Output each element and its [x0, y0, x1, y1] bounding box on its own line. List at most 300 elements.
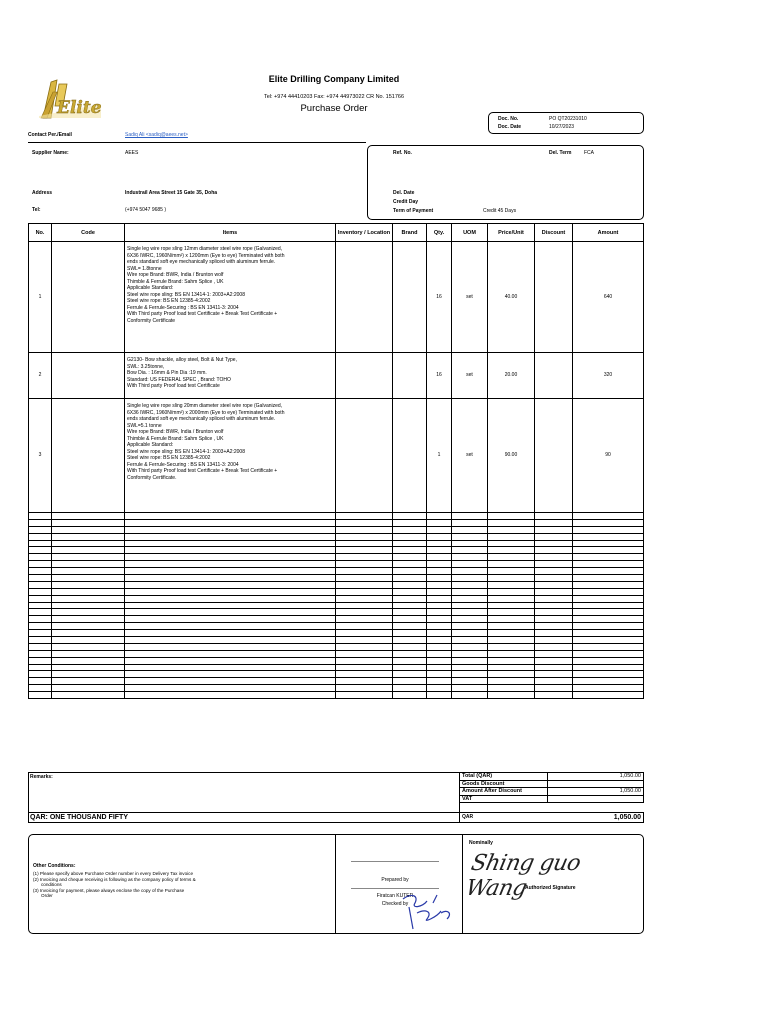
empty-cell [427, 630, 452, 637]
empty-cell [393, 581, 427, 588]
signature-text: Shing guo Wang [463, 851, 583, 901]
col-header-discount: Discount [535, 224, 573, 242]
empty-cell [29, 678, 52, 685]
col-header-brand: Brand [393, 224, 427, 242]
empty-cell [427, 533, 452, 540]
empty-cell [52, 678, 125, 685]
empty-cell [336, 623, 393, 630]
empty-cell [29, 671, 52, 678]
cell-no: 3 [29, 399, 52, 513]
empty-table-row [29, 637, 644, 644]
empty-cell [488, 547, 535, 554]
preparer-name: Firatcan KUTER [376, 893, 414, 899]
empty-cell [573, 685, 644, 692]
empty-cell [488, 685, 535, 692]
empty-cell [393, 643, 427, 650]
empty-cell [52, 664, 125, 671]
cell-amount: 320 [573, 353, 644, 399]
empty-cell [452, 657, 488, 664]
condition-item: (3) Invoicing for payment, please always enclose the copy of the Purchase [33, 887, 185, 893]
empty-cell [336, 602, 393, 609]
company-name: Elite Drilling Company Limited [268, 74, 400, 84]
vat-value [548, 795, 644, 803]
empty-cell [488, 616, 535, 623]
item-line: Single leg wire rope sling 20mm diameter steel wire rope (Galvanized, [127, 403, 283, 409]
empty-cell [535, 588, 573, 595]
empty-cell [573, 533, 644, 540]
del-term-value: FCA [584, 150, 594, 156]
empty-cell [52, 692, 125, 699]
condition-item: (1) Please specify above Purchase Order number in every Delivery Tax invoice [33, 871, 194, 876]
goods-discount-label: Goods Discount [460, 780, 548, 788]
empty-cell [29, 540, 52, 547]
empty-cell [393, 554, 427, 561]
item-line: With Third party Proof load test Certificate + Break Test Certificate + [127, 311, 278, 317]
empty-cell [125, 533, 336, 540]
cell-amount: 640 [573, 242, 644, 353]
empty-cell [427, 685, 452, 692]
totals-row [460, 788, 644, 796]
cell-items [125, 399, 336, 513]
empty-cell [452, 568, 488, 575]
empty-cell [488, 561, 535, 568]
empty-cell [336, 616, 393, 623]
tel-label: Tel: [32, 207, 41, 213]
empty-cell [535, 575, 573, 582]
condition-item: Order [41, 893, 53, 899]
col-header-location: Inventory / Location [336, 224, 393, 242]
company-contact-line: Tel: +974 44410203 Fax: +974 44973022 CR No. 151766 [263, 94, 405, 100]
empty-cell [535, 561, 573, 568]
empty-cell [452, 630, 488, 637]
item-line: Steel wire rope sling: BS EN 13414-1: 2003+A2:2008 [127, 291, 245, 298]
empty-table-row [29, 547, 644, 554]
empty-table-row [29, 692, 644, 699]
table-row [29, 353, 644, 399]
empty-cell [427, 513, 452, 520]
cell-code [52, 353, 125, 399]
empty-cell [336, 678, 393, 685]
table-row [29, 242, 644, 353]
empty-cell [488, 540, 535, 547]
empty-cell [29, 643, 52, 650]
after-discount-value: 1,050.00 [548, 788, 644, 796]
amount-words-box [28, 812, 460, 823]
checked-by-label: Checked by [381, 901, 409, 907]
prepared-by-label: Prepared by [381, 877, 409, 883]
item-line: Thimble & Ferrule Brand: Sahm Splice , UK [127, 278, 224, 285]
order-terms-box [367, 145, 644, 220]
empty-cell [393, 630, 427, 637]
empty-cell [29, 602, 52, 609]
empty-cell [29, 609, 52, 616]
cell-price: 40.00 [488, 242, 535, 353]
empty-cell [52, 526, 125, 533]
empty-cell [125, 554, 336, 561]
empty-cell [427, 664, 452, 671]
empty-cell [393, 678, 427, 685]
empty-cell [573, 588, 644, 595]
authorized-signature-label: Authorized Signature [525, 885, 576, 891]
empty-cell [573, 630, 644, 637]
divider [28, 142, 366, 143]
item-line: SWL: 3.25tonne, [127, 363, 165, 370]
empty-cell [336, 575, 393, 582]
item-line: 6X36 IWRC, 1960N/mm²) x 1200mm (Eye to eye) Terminated with both [127, 252, 285, 259]
empty-cell [535, 540, 573, 547]
empty-cell [336, 664, 393, 671]
empty-cell [535, 616, 573, 623]
empty-cell [336, 630, 393, 637]
col-header-qty: Qty. [427, 224, 452, 242]
empty-cell [488, 623, 535, 630]
empty-cell [393, 519, 427, 526]
empty-cell [427, 602, 452, 609]
cell-uom: set [452, 353, 488, 399]
cell-code [52, 399, 125, 513]
empty-cell [29, 623, 52, 630]
empty-cell [488, 678, 535, 685]
empty-cell [427, 519, 452, 526]
empty-cell [427, 540, 452, 547]
remarks-box [28, 772, 460, 813]
empty-cell [488, 554, 535, 561]
totals-row [460, 780, 644, 788]
col-header-no: No. [29, 224, 52, 242]
empty-cell [125, 609, 336, 616]
empty-cell [452, 650, 488, 657]
empty-cell [29, 588, 52, 595]
empty-table-row [29, 554, 644, 561]
empty-cell [535, 554, 573, 561]
item-line: Steel wire rope: BS EN 12385-4:2002 [127, 455, 211, 461]
empty-cell [535, 519, 573, 526]
empty-cell [452, 540, 488, 547]
items-table [28, 223, 644, 699]
empty-cell [336, 519, 393, 526]
condition-item: conditions [41, 882, 62, 888]
vat-label: VAT [460, 795, 548, 803]
empty-cell [125, 568, 336, 575]
empty-cell [573, 650, 644, 657]
empty-cell [393, 650, 427, 657]
col-header-amount: Amount [573, 224, 644, 242]
empty-cell [488, 581, 535, 588]
empty-cell [52, 568, 125, 575]
empty-cell [393, 575, 427, 582]
empty-cell [488, 650, 535, 657]
conditions-title: Other Conditions: [33, 863, 76, 869]
empty-cell [535, 671, 573, 678]
empty-cell [52, 513, 125, 520]
empty-cell [29, 533, 52, 540]
empty-cell [29, 657, 52, 664]
empty-cell [336, 643, 393, 650]
amount-in-words: QAR: ONE THOUSAND FIFTY [30, 814, 128, 821]
cell-discount [535, 242, 573, 353]
ref-no-label: Ref. No. [393, 150, 412, 156]
empty-cell [52, 533, 125, 540]
empty-cell [535, 678, 573, 685]
empty-cell [535, 630, 573, 637]
empty-table-row [29, 650, 644, 657]
logo-text: Elite [57, 98, 102, 118]
empty-cell [125, 595, 336, 602]
empty-table-row [29, 671, 644, 678]
empty-cell [336, 692, 393, 699]
empty-table-row [29, 609, 644, 616]
empty-cell [488, 630, 535, 637]
empty-cell [427, 547, 452, 554]
empty-cell [29, 637, 52, 644]
empty-cell [573, 581, 644, 588]
item-line: Ferrule & Ferrule-Securing : BS EN 13411-3: 2004 [127, 461, 239, 468]
item-line: Wire rope Brand: BWR, India / Brunton wolf [127, 272, 224, 278]
empty-cell [393, 685, 427, 692]
empty-cell [573, 643, 644, 650]
empty-cell [573, 561, 644, 568]
empty-cell [52, 561, 125, 568]
item-line: Applicable Standard: [127, 285, 174, 291]
empty-cell [393, 609, 427, 616]
empty-cell [393, 568, 427, 575]
empty-table-row [29, 602, 644, 609]
empty-cell [535, 602, 573, 609]
empty-cell [52, 685, 125, 692]
cell-items [125, 242, 336, 353]
empty-cell [29, 554, 52, 561]
footer-divider [335, 835, 336, 933]
prepared-line [351, 861, 439, 862]
empty-cell [488, 568, 535, 575]
empty-cell [336, 685, 393, 692]
col-header-items: Items [125, 224, 336, 242]
empty-table-row [29, 643, 644, 650]
empty-cell [452, 685, 488, 692]
empty-cell [393, 513, 427, 520]
empty-cell [535, 595, 573, 602]
cell-amount: 90 [573, 399, 644, 513]
cell-qty: 16 [427, 353, 452, 399]
empty-cell [336, 609, 393, 616]
empty-cell [488, 692, 535, 699]
empty-cell [427, 692, 452, 699]
empty-cell [336, 595, 393, 602]
empty-cell [535, 657, 573, 664]
empty-cell [52, 609, 125, 616]
empty-cell [573, 664, 644, 671]
empty-cell [125, 623, 336, 630]
empty-table-row [29, 533, 644, 540]
empty-cell [488, 533, 535, 540]
empty-cell [488, 664, 535, 671]
item-line: ends standard soft eye mechanically spliced with aluminum ferrule. [127, 416, 276, 422]
nominally-label: Nominally [469, 840, 493, 846]
item-line: Single leg wire rope sling 12mm diameter steel wire rope (Galvanized, [127, 246, 283, 252]
empty-cell [427, 643, 452, 650]
empty-cell [573, 526, 644, 533]
empty-cell [52, 575, 125, 582]
empty-cell [535, 643, 573, 650]
empty-cell [573, 623, 644, 630]
empty-cell [535, 581, 573, 588]
footer-divider [462, 835, 463, 933]
empty-cell [29, 547, 52, 554]
empty-cell [452, 561, 488, 568]
empty-cell [52, 637, 125, 644]
empty-cell [52, 623, 125, 630]
empty-cell [125, 561, 336, 568]
empty-cell [336, 533, 393, 540]
empty-table-row [29, 540, 644, 547]
empty-cell [29, 650, 52, 657]
item-line: Standard: US FEDERAL SPEC , Brand: TOHO [127, 376, 231, 383]
empty-table-row [29, 623, 644, 630]
empty-cell [336, 513, 393, 520]
empty-table-row [29, 588, 644, 595]
empty-cell [393, 637, 427, 644]
cell-location [336, 399, 393, 513]
empty-cell [488, 588, 535, 595]
empty-cell [488, 637, 535, 644]
empty-cell [452, 513, 488, 520]
empty-cell [29, 581, 52, 588]
totals-table [459, 772, 644, 803]
empty-cell [336, 650, 393, 657]
del-date-label: Del. Date [393, 190, 415, 196]
empty-cell [336, 671, 393, 678]
empty-cell [452, 581, 488, 588]
item-line: ends standard soft eye mechanically spliced with aluminum ferrule. [127, 259, 276, 265]
empty-cell [29, 561, 52, 568]
empty-table-row [29, 595, 644, 602]
cell-location [336, 242, 393, 353]
item-line: Conformity Certificate [127, 317, 176, 324]
empty-cell [52, 588, 125, 595]
empty-cell [452, 595, 488, 602]
totals-row [460, 795, 644, 803]
empty-cell [336, 547, 393, 554]
empty-cell [573, 602, 644, 609]
empty-table-row [29, 568, 644, 575]
empty-cell [336, 588, 393, 595]
item-line: SWL= 1.8tonne [127, 265, 162, 272]
empty-table-row [29, 581, 644, 588]
after-discount-label: Amount After Discount [460, 788, 548, 796]
empty-cell [427, 657, 452, 664]
empty-cell [452, 519, 488, 526]
col-header-uom: UOM [452, 224, 488, 242]
empty-cell [427, 554, 452, 561]
empty-cell [488, 513, 535, 520]
table-header-row [29, 224, 644, 242]
item-line: Thimble & Ferrule Brand: Sahm Splice , UK [127, 435, 224, 442]
empty-cell [125, 678, 336, 685]
empty-table-row [29, 678, 644, 685]
item-line: Applicable Standard: [127, 442, 174, 448]
empty-cell [52, 547, 125, 554]
credit-day-label: Credit Day [393, 199, 419, 205]
empty-cell [125, 643, 336, 650]
doc-date-label: Doc. Date [498, 124, 522, 130]
empty-cell [535, 692, 573, 699]
empty-cell [535, 637, 573, 644]
empty-cell [29, 513, 52, 520]
empty-cell [125, 630, 336, 637]
empty-cell [393, 692, 427, 699]
empty-cell [427, 581, 452, 588]
empty-cell [29, 575, 52, 582]
item-line: Conformity Certificate. [127, 474, 177, 481]
item-line: Steel wire rope: BS EN 12385-4:2002 [127, 298, 211, 304]
empty-cell [125, 685, 336, 692]
item-line: Wire rope Brand: BWR, India / Brunton wolf [127, 429, 224, 435]
payment-term-value: Credit 45 Days [483, 208, 517, 214]
supplier-name-value: AEES [125, 150, 139, 156]
empty-cell [336, 561, 393, 568]
empty-cell [52, 519, 125, 526]
empty-cell [125, 657, 336, 664]
company-logo [37, 78, 103, 122]
item-line: Ferrule & Ferrule-Securing : BS EN 13411-3: 2004 [127, 304, 239, 311]
empty-cell [52, 643, 125, 650]
contact-email-link[interactable]: Sadiq Ali <sadiq@aees.net> [125, 132, 188, 138]
empty-cell [52, 650, 125, 657]
empty-cell [125, 588, 336, 595]
empty-cell [336, 568, 393, 575]
empty-cell [573, 609, 644, 616]
empty-cell [29, 685, 52, 692]
empty-cell [29, 630, 52, 637]
empty-cell [427, 595, 452, 602]
empty-cell [52, 671, 125, 678]
empty-cell [393, 547, 427, 554]
empty-cell [535, 685, 573, 692]
empty-cell [125, 602, 336, 609]
empty-cell [336, 581, 393, 588]
tel-value: (+974 5047 9685 ) [125, 207, 167, 213]
empty-cell [393, 595, 427, 602]
empty-cell [125, 526, 336, 533]
supplier-name-label: Supplier Name: [32, 150, 69, 156]
empty-cell [52, 630, 125, 637]
item-line: Steel wire rope sling: BS EN 13414-1: 2003+A2:2008 [127, 448, 245, 455]
empty-cell [52, 616, 125, 623]
cell-no: 1 [29, 242, 52, 353]
empty-cell [452, 623, 488, 630]
empty-cell [393, 623, 427, 630]
empty-cell [125, 664, 336, 671]
empty-cell [125, 692, 336, 699]
checker-signature-icon [397, 889, 459, 933]
empty-cell [393, 561, 427, 568]
empty-cell [452, 588, 488, 595]
empty-cell [535, 533, 573, 540]
empty-cell [452, 692, 488, 699]
empty-cell [427, 623, 452, 630]
empty-cell [29, 519, 52, 526]
empty-cell [452, 616, 488, 623]
remarks-label: Remarks: [30, 774, 53, 780]
empty-cell [573, 692, 644, 699]
empty-cell [427, 609, 452, 616]
empty-table-row [29, 685, 644, 692]
empty-cell [393, 588, 427, 595]
empty-cell [488, 575, 535, 582]
doc-info-box [488, 112, 644, 134]
empty-table-row [29, 657, 644, 664]
cell-qty: 16 [427, 242, 452, 353]
